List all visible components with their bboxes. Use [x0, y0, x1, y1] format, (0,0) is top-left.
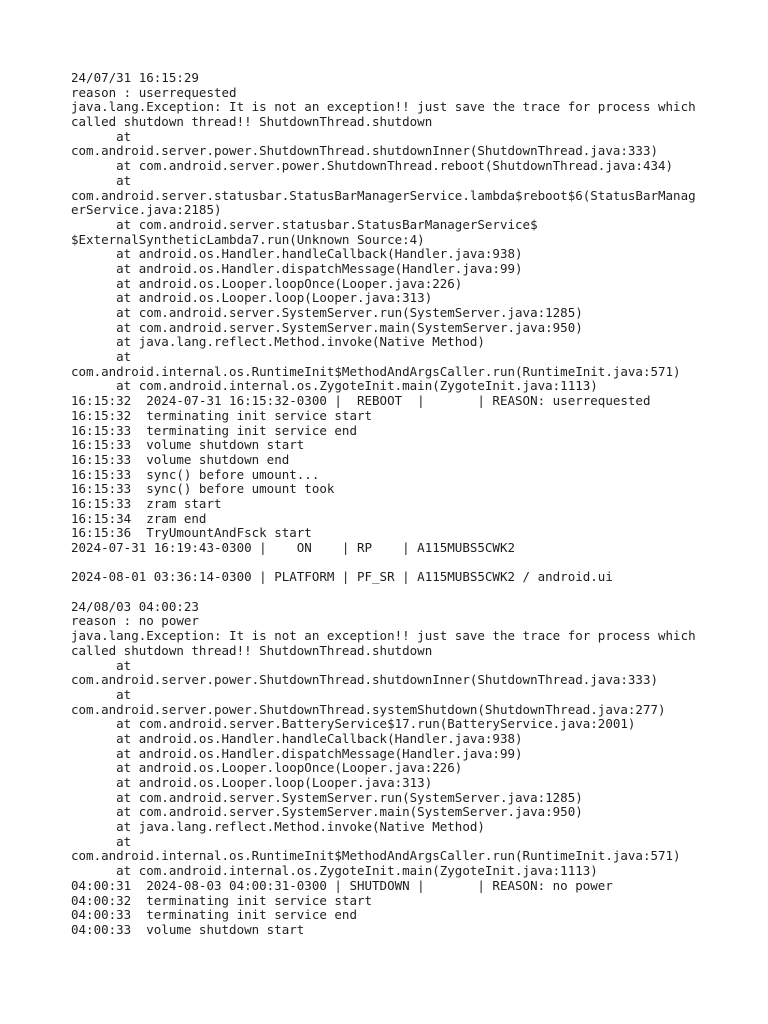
log-line: 24/08/03 04:00:23 — [71, 598, 199, 614]
log-line: at android.os.Handler.handleCallback(Handler.java:938) — [71, 246, 523, 262]
log-line — [71, 556, 711, 571]
log-line: 16:15:33 volume shutdown start — [71, 437, 305, 453]
log-line: com.android.internal.os.RuntimeInit$MethodAndArgsCaller.run(RuntimeInit.java:571) — [71, 363, 681, 379]
log-line: 2024-07-31 16:19:43-0300 | ON | RP | A115MUBS5CWK2 — [71, 540, 516, 555]
log-line: at — [71, 128, 132, 144]
log-line: 16:15:33 sync() before umount... — [71, 466, 320, 482]
log-line: reason : no power — [71, 613, 199, 629]
log-line: at android.os.Looper.loop(Looper.java:313) — [71, 290, 433, 306]
log-line: erService.java:2185) — [71, 202, 222, 218]
log-line: at android.os.Handler.handleCallback(Handler.java:938) — [71, 730, 523, 746]
log-line: com.android.server.power.ShutdownThread.shutdownInner(ShutdownThread.java:333) — [71, 672, 658, 688]
log-line: 2024-08-01 03:36:14-0300 | PLATFORM | PF_SR | A115MUBS5CWK2 / android.ui — [71, 569, 613, 585]
log-line: at com.android.server.SystemServer.run(SystemServer.java:1285) — [71, 789, 583, 805]
log-line: at com.android.server.BatteryService$17.run(BatteryService.java:2001) — [71, 716, 636, 732]
log-line: java.lang.Exception: It is not an exception!! just save the trace for process which — [71, 628, 696, 644]
log-line: 04:00:33 volume shutdown start — [71, 921, 305, 937]
log-line: at android.os.Looper.loopOnce(Looper.java:226) — [71, 275, 463, 291]
log-line: at — [71, 172, 132, 188]
log-line: at android.os.Handler.dispatchMessage(Handler.java:99) — [71, 745, 523, 761]
log-line: at com.android.internal.os.ZygoteInit.main(ZygoteInit.java:1113) — [71, 863, 598, 879]
log-line: at com.android.server.statusbar.StatusBarManagerService$ — [71, 216, 538, 232]
log-line — [71, 585, 711, 600]
log-line: at — [71, 657, 132, 673]
log-line: 04:00:33 terminating init service end — [71, 907, 357, 923]
log-line: at android.os.Looper.loop(Looper.java:313) — [71, 775, 433, 790]
log-line: 16:15:33 sync() before umount took — [71, 481, 335, 497]
log-line: at — [71, 349, 132, 365]
log-line: 04:00:31 2024-08-03 04:00:31-0300 | SHUTDOWN | | REASON: no power — [71, 877, 613, 893]
log-line: 16:15:36 TryUmountAndFsck start — [71, 525, 312, 541]
log-line: 16:15:32 2024-07-31 16:15:32-0300 | REBOOT | | REASON: userrequested — [71, 393, 651, 409]
log-line: $ExternalSyntheticLambda7.run(Unknown Source:4) — [71, 231, 425, 247]
log-line: at android.os.Handler.dispatchMessage(Handler.java:99) — [71, 260, 523, 276]
log-line: reason : userrequested — [71, 84, 237, 100]
log-line: at com.android.internal.os.ZygoteInit.main(ZygoteInit.java:1113) — [71, 378, 598, 394]
log-line: 16:15:33 zram start — [71, 495, 222, 511]
log-line: 16:15:34 zram end — [71, 510, 207, 526]
log-line: at — [71, 833, 132, 849]
log-line: java.lang.Exception: It is not an exception!! just save the trace for process which — [71, 99, 696, 115]
log-line: at java.lang.reflect.Method.invoke(Native Method) — [71, 334, 485, 350]
log-line: com.android.server.statusbar.StatusBarManagerService.lambda$reboot$6(StatusBarManag — [71, 187, 696, 203]
log-document — [71, 71, 711, 938]
log-line: at com.android.server.SystemServer.main(SystemServer.java:950) — [71, 319, 583, 335]
log-line: called shutdown thread!! ShutdownThread.shutdown — [71, 114, 433, 130]
log-line: at com.android.server.power.ShutdownThread.reboot(ShutdownThread.java:434) — [71, 158, 674, 174]
log-line: com.android.internal.os.RuntimeInit$MethodAndArgsCaller.run(RuntimeInit.java:571) — [71, 848, 681, 864]
log-line: at com.android.server.SystemServer.run(SystemServer.java:1285) — [71, 305, 583, 320]
log-line: at — [71, 686, 132, 702]
log-line: 16:15:33 terminating init service end — [71, 422, 357, 438]
log-line: 16:15:32 terminating init service start — [71, 407, 373, 423]
log-line: at java.lang.reflect.Method.invoke(Native Method) — [71, 819, 485, 835]
log-line: at com.android.server.SystemServer.main(SystemServer.java:950) — [71, 804, 583, 820]
log-line: 16:15:33 volume shutdown end — [71, 451, 290, 467]
log-line: called shutdown thread!! ShutdownThread.shutdown — [71, 642, 433, 658]
log-line: at android.os.Looper.loopOnce(Looper.java:226) — [71, 760, 463, 776]
log-line: com.android.server.power.ShutdownThread.systemShutdown(ShutdownThread.java:277) — [71, 701, 666, 717]
log-line: 04:00:32 terminating init service start — [71, 892, 373, 908]
log-line: com.android.server.power.ShutdownThread.shutdownInner(ShutdownThread.java:333) — [71, 143, 658, 159]
log-line: 24/07/31 16:15:29 — [71, 70, 199, 85]
